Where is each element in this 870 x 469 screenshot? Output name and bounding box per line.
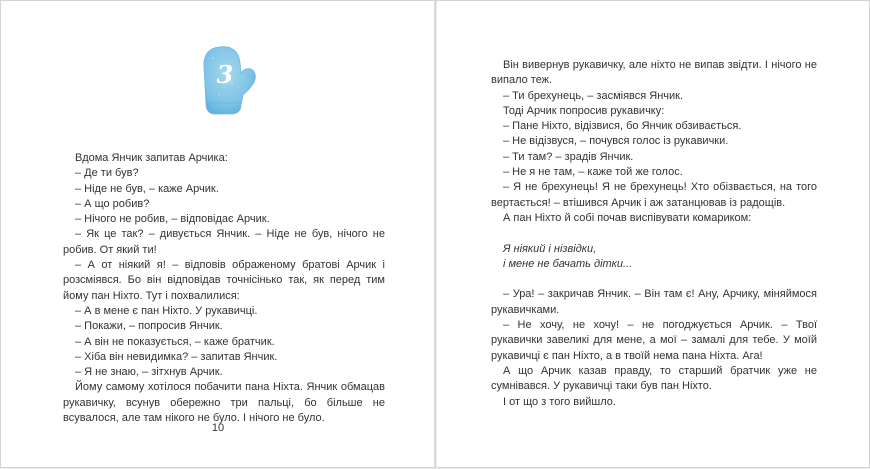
paragraph: – Покажи, – попросив Янчик.: [75, 320, 223, 333]
paragraph: – Нічого не робив, – відповідає Арчик.: [75, 213, 270, 226]
spacer: [491, 226, 817, 241]
paragraph: – Хіба він невидимка? – запитав Янчик.: [75, 350, 278, 363]
paragraph: Тоді Арчик попросив рукавичку:: [503, 104, 665, 117]
paragraph: – А що робив?: [75, 197, 150, 210]
right-page: [437, 1, 870, 469]
paragraph: – Я не брехунець! Я не брехунець! Хто обізвається, на того вертається! – втішився Арчик і аж затанцював із радощів.: [491, 181, 817, 209]
paragraph: – Не хочу, не хочу! – не погоджується Арчик. – Твої рукавички завеликі для мене, а мої – замалі для тебе. У моїй рукавичці є пан Ніхто, а в твоїй нема пана Ніхта. Ага!: [491, 319, 817, 362]
paragraph: – Ура! – закричав Янчик. – Він там є! Ану, Арчику, міняймося рукавичками.: [491, 288, 817, 316]
paragraph: А пан Ніхто й собі почав виспівувати комариком:: [503, 211, 752, 224]
poem-line: і мене не бачать дітки...: [503, 257, 633, 270]
paragraph: – Де ти був?: [75, 167, 139, 180]
paragraph: – Пане Ніхто, відізвися, бо Янчик обзивається.: [503, 120, 742, 133]
paragraph: А що Арчик казав правду, то старший братчик уже не сумнівався. У рукавичці таки був пан Ніхто.: [491, 364, 817, 393]
page-number: 10: [211, 422, 225, 434]
paragraph: – Не відізвуся, – почувся голос із рукавички.: [503, 135, 729, 148]
paragraph: Вдома Янчик запитав Арчика:: [75, 152, 228, 164]
paragraph: – А він не показується, – каже братчик.: [75, 335, 275, 348]
paragraph: – Ти брехунець, – засміявся Янчик.: [503, 89, 684, 102]
spacer: [491, 272, 817, 287]
paragraph: – Ти там? – зрадів Янчик.: [503, 150, 634, 163]
paragraph: Йому самому хотілося побачити пана Ніхта. Янчик обмацав рукавичку, всунув обережно три пальці, бо більше не всувалося, але там нікого не було. І нічого не було.: [63, 381, 385, 425]
paragraph: І от що з того вийшло.: [503, 395, 616, 408]
paragraph: – Як це так? – дивується Янчик. – Ніде не був, нічого не робив. От який ти!: [63, 228, 385, 256]
paragraph: Він вивернув рукавичку, але ніхто не випав звідти. І нічого не випало теж.: [491, 59, 817, 87]
paragraph: – А в мене є пан Ніхто. У рукавичці.: [75, 304, 258, 317]
right-page-text: [491, 58, 817, 410]
paragraph: – Я не знаю, – зітхнув Арчик.: [75, 366, 223, 379]
paragraph: – А от ніякий я! – відповів ображеному братові Арчик і розсміявся. Бо він відповідав точнісінько так, як перед тим йому пан Ніхто. Тут і похвалилися:: [63, 259, 385, 302]
chapter-number: 3: [216, 60, 234, 89]
poem-line: Я ніякий і нізвідки,: [503, 242, 597, 255]
paragraph: – Ніде не був, – каже Арчик.: [75, 182, 219, 195]
left-page: [1, 1, 435, 469]
paragraph: – Не я не там, – каже той же голос.: [503, 166, 683, 179]
left-page-text: [63, 151, 385, 426]
